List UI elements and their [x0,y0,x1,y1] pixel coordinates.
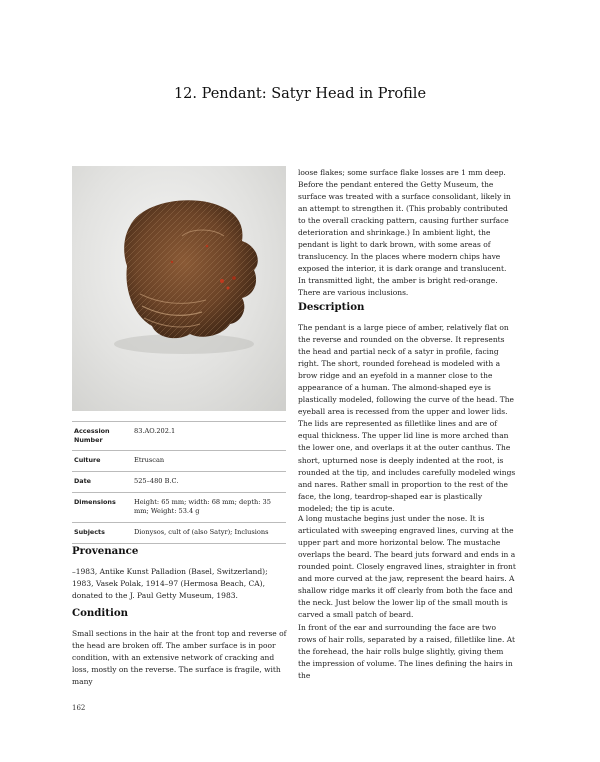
pendant-photo [72,166,286,411]
condition-heading: Condition [72,607,129,619]
metadata-label: Accession Number [72,422,132,451]
description-paragraph-2: A long mustache begins just under the nose. It is articulated with sweeping engraved lines, curving at the upper part and more horizontal below. The mustache overlaps the beard. The beard juts forward and ends in a rounded point. Closely engraved lines, straighter in front and more curved at the jaw, represent the beard hairs. A shallow ridge marks it off clearly from both the face and the neck. Just below the lower lip of the small mouth is carved a small patch of beard. [298,514,516,620]
metadata-row-subjects [72,522,286,543]
metadata-value: Etruscan [132,451,286,472]
metadata-row-date [72,472,286,493]
metadata-label: Culture [72,451,132,472]
description-paragraph-1: The pendant is a large piece of amber, relatively flat on the reverse and rounded on the obverse. It represents the head and partial neck of a satyr in profile, facing right. The short, rounded forehead is modeled with a brow ridge and an eyefold in a manner close to the appearance of a human. The almond-shaped eye is plastically modeled, following the curve of the head. The eyeball area is recessed from the upper and lower lids. The lids are represented as filletlike lines and are of equal thickness. The upper lid line is more arched than the lower one, and overlaps it at the outer canthus. The short, upturned nose is deeply indented at the root, is rounded at the tip, and includes carefully modeled wings and nares. Rather small in proportion to the rest of the face, the long, teardrop-shaped ear is plastically modeled; the tip is acute. [298,323,516,513]
metadata-label: Dimensions [72,493,132,523]
condition-text-continued: loose flakes; some surface flake losses are 1 mm deep. Before the pendant entered the Getty Museum, the surface was treated with a surface consolidant, likely in an attempt to strengthen it. (This probably contributed to the overall cracking pattern, causing further surface deterioration and shrinkage.) In ambient light, the pendant is light to dark brown, with some areas of translucency. In the places where modern chips have exposed the interior, it is dark orange and translucent. In transmitted light, the amber is bright red-orange. There are various inclusions. [298,168,511,298]
metadata-value: Height: 65 mm; width: 68 mm; depth: 35 mm; Weight: 53.4 g [132,493,286,523]
description-paragraph-3: In front of the ear and surrounding the face are two rows of hair rolls, separated by a raised, filletlike line. At the forehead, the hair rolls bulge slightly, giving them the impression of volume. The lines defining the hairs in the [298,623,516,681]
description-heading: Description [298,301,365,313]
provenance-text: –1983, Antike Kunst Palladion (Basel, Switzerland); 1983, Vasek Polak, 1914–97 (Hermosa Beach, CA), donated to the J. Paul Getty Museum, 1983. [72,567,268,601]
metadata-row-culture [72,451,286,472]
metadata-value: 83.AO.202.1 [132,422,286,451]
satyr-head-illustration [72,166,286,411]
metadata-label: Subjects [72,522,132,543]
metadata-value: Dionysos, cult of (also Satyr); Inclusions [132,522,286,543]
page-title: 12. Pendant: Satyr Head in Profile [173,86,427,102]
metadata-row-dimensions [72,493,286,523]
metadata-label: Date [72,472,132,493]
object-metadata-table [72,421,286,544]
metadata-row-accession [72,422,286,451]
provenance-heading: Provenance [72,545,139,557]
metadata-value: 525–480 B.C. [132,472,286,493]
page-number: 162 [72,704,86,712]
condition-text: Small sections in the hair at the front top and reverse of the head are broken off. The amber surface is in poor condition, with an extensive network of cracking and loss, mostly on the reverse. The surface is fragile, with many [72,629,287,687]
